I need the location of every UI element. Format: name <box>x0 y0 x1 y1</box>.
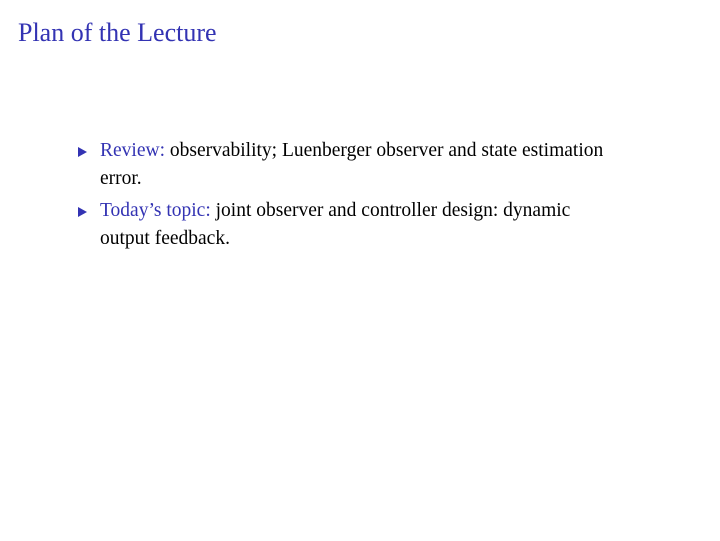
bullet-text: joint observer and controller design: dynamic output feedback. <box>100 200 571 249</box>
triangle-right-icon <box>78 207 87 217</box>
list-item-review <box>76 137 616 193</box>
bullet-label: Today’s topic: <box>100 200 216 221</box>
bullet-label: Review: <box>100 140 170 161</box>
bullet-list <box>76 137 616 257</box>
list-item-todays-topic <box>76 197 616 253</box>
bullet-text: observability; Luenberger observer and state estimation error. <box>100 140 604 189</box>
triangle-right-icon <box>78 147 87 157</box>
slide-title: Plan of the Lecture <box>18 18 217 47</box>
